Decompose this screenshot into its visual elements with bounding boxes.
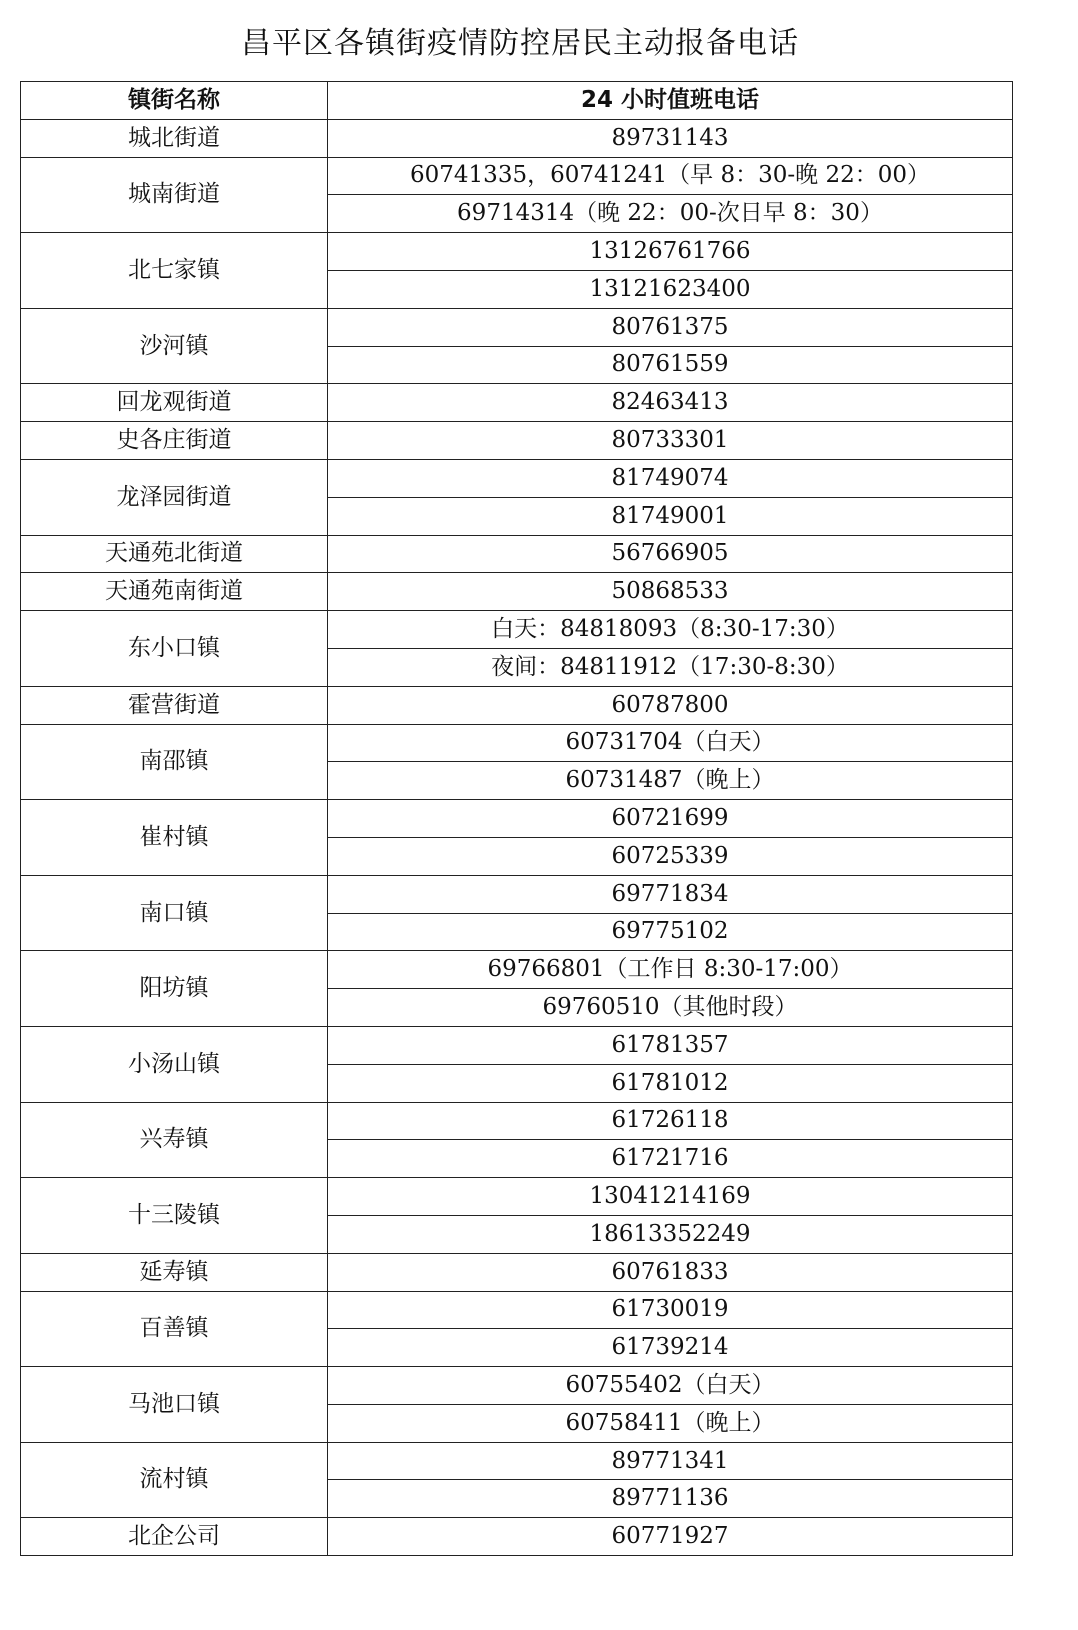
phone-cell: 13126761766 [328, 233, 1013, 271]
table-row [21, 1291, 1013, 1329]
table-row [21, 535, 1013, 573]
phone-cell: 50868533 [328, 573, 1013, 611]
table-row [21, 800, 1013, 838]
phone-cell: 60725339 [328, 837, 1013, 875]
town-name-cell: 流村镇 [21, 1442, 328, 1518]
table-row [21, 308, 1013, 346]
phone-cell: 80733301 [328, 422, 1013, 460]
phone-cell: 60731487（晚上） [328, 762, 1013, 800]
phone-cell: 61721716 [328, 1140, 1013, 1178]
phone-cell: 夜间：84811912（17:30-8:30） [328, 648, 1013, 686]
phone-cell: 69766801（工作日 8:30-17:00） [328, 951, 1013, 989]
phone-cell: 80761559 [328, 346, 1013, 384]
page-title: 昌平区各镇街疫情防控居民主动报备电话 [241, 26, 799, 61]
town-name-cell: 霍营街道 [21, 686, 328, 724]
town-name-cell: 龙泽园街道 [21, 459, 328, 535]
table-row [21, 1102, 1013, 1140]
town-name-cell: 崔村镇 [21, 800, 328, 876]
town-name-cell: 回龙观街道 [21, 384, 328, 422]
phone-cell: 89771341 [328, 1442, 1013, 1480]
table-row [21, 573, 1013, 611]
table-row [21, 119, 1013, 157]
phone-cell: 69714314（晚 22：00-次日早 8：30） [328, 195, 1013, 233]
town-name-cell: 天通苑南街道 [21, 573, 328, 611]
table-row [21, 157, 1013, 195]
town-name-cell: 天通苑北街道 [21, 535, 328, 573]
column-header-phone: 24 小时值班电话 [328, 82, 1013, 120]
town-name-cell: 北七家镇 [21, 233, 328, 309]
table-row [21, 951, 1013, 989]
phone-cell: 89771136 [328, 1480, 1013, 1518]
phone-cell: 82463413 [328, 384, 1013, 422]
town-name-cell: 延寿镇 [21, 1253, 328, 1291]
town-name-cell: 东小口镇 [21, 611, 328, 687]
table-row [21, 1442, 1013, 1480]
town-name-cell: 阳坊镇 [21, 951, 328, 1027]
town-name-cell: 马池口镇 [21, 1367, 328, 1443]
table-row [21, 233, 1013, 271]
phone-cell: 81749001 [328, 497, 1013, 535]
town-name-cell: 史各庄街道 [21, 422, 328, 460]
column-header-name: 镇街名称 [21, 82, 328, 120]
table-row [21, 1518, 1013, 1556]
phone-cell: 60731704（白天） [328, 724, 1013, 762]
town-name-cell: 十三陵镇 [21, 1178, 328, 1254]
phone-cell: 60761833 [328, 1253, 1013, 1291]
phone-cell: 69775102 [328, 913, 1013, 951]
town-name-cell: 城南街道 [21, 157, 328, 233]
phone-cell: 61781012 [328, 1064, 1013, 1102]
table-row [21, 1026, 1013, 1064]
town-name-cell: 城北街道 [21, 119, 328, 157]
phone-table [20, 81, 1013, 1556]
phone-cell: 61726118 [328, 1102, 1013, 1140]
town-name-cell: 小汤山镇 [21, 1026, 328, 1102]
town-name-cell: 兴寿镇 [21, 1102, 328, 1178]
phone-cell: 61739214 [328, 1329, 1013, 1367]
phone-cell: 61730019 [328, 1291, 1013, 1329]
phone-cell: 80761375 [328, 308, 1013, 346]
phone-cell: 60741335，60741241（早 8：30-晚 22：00） [328, 157, 1013, 195]
phone-cell: 白天：84818093（8:30-17:30） [328, 611, 1013, 649]
phone-cell: 18613352249 [328, 1215, 1013, 1253]
phone-cell: 60755402（白天） [328, 1367, 1013, 1405]
phone-cell: 69771834 [328, 875, 1013, 913]
town-name-cell: 北企公司 [21, 1518, 328, 1556]
table-row [21, 1253, 1013, 1291]
phone-cell: 13041214169 [328, 1178, 1013, 1216]
table-header-row [21, 82, 1013, 120]
town-name-cell: 沙河镇 [21, 308, 328, 384]
town-name-cell: 百善镇 [21, 1291, 328, 1367]
table-row [21, 724, 1013, 762]
table-row [21, 384, 1013, 422]
phone-cell: 13121623400 [328, 270, 1013, 308]
phone-cell: 69760510（其他时段） [328, 989, 1013, 1027]
phone-cell: 60758411（晚上） [328, 1404, 1013, 1442]
table-row [21, 611, 1013, 649]
phone-cell: 60771927 [328, 1518, 1013, 1556]
phone-cell: 81749074 [328, 459, 1013, 497]
table-body [21, 119, 1013, 1555]
table-row [21, 686, 1013, 724]
table-row [21, 1367, 1013, 1405]
phone-cell: 89731143 [328, 119, 1013, 157]
phone-cell: 61781357 [328, 1026, 1013, 1064]
phone-cell: 60721699 [328, 800, 1013, 838]
town-name-cell: 南口镇 [21, 875, 328, 951]
town-name-cell: 南邵镇 [21, 724, 328, 800]
table-row [21, 875, 1013, 913]
phone-cell: 60787800 [328, 686, 1013, 724]
phone-cell: 56766905 [328, 535, 1013, 573]
table-row [21, 422, 1013, 460]
table-row [21, 1178, 1013, 1216]
table-row [21, 459, 1013, 497]
